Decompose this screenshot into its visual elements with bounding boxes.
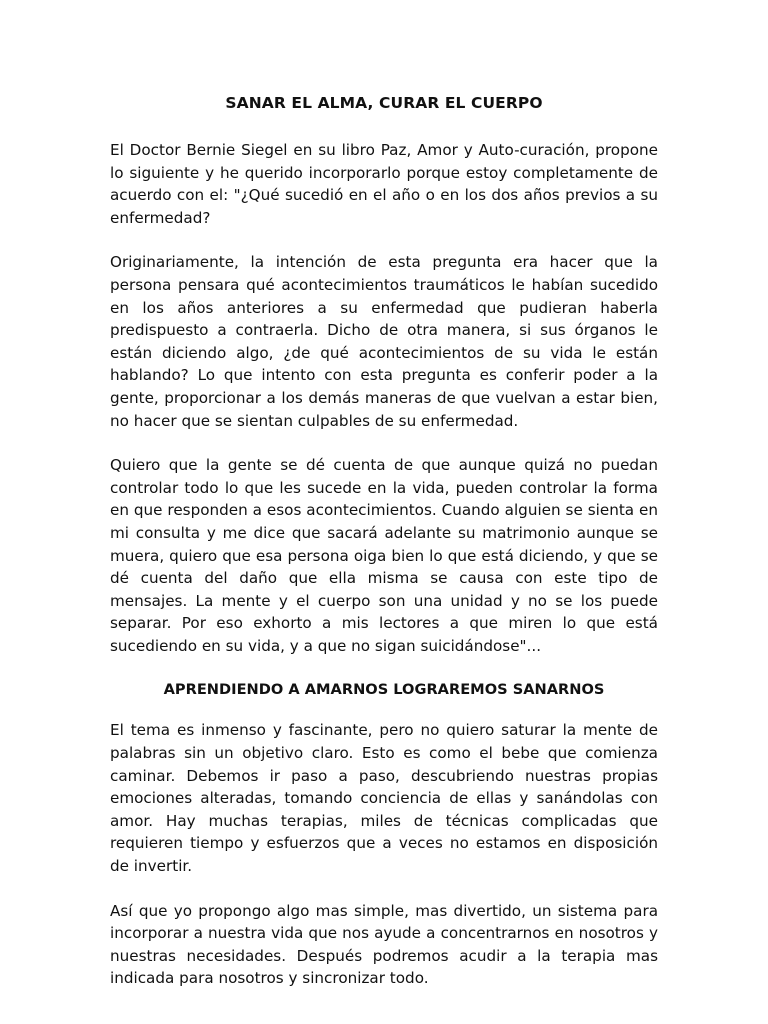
section-subtitle: APRENDIENDO A AMARNOS LOGRAREMOS SANARNOS bbox=[163, 681, 605, 699]
paragraph-step-by-step: El tema es inmenso y fascinante, pero no quiero saturar la mente de palabras sin un objetivo claro. Esto es como el bebe que comienza caminar. Debemos ir paso a paso, descubriendo nuestras propias emociones alteradas, tomando conciencia de ellas y sanándolas con amor. Hay muchas terapias, miles de técnicas complicadas que requieren tiempo y esfuerzos que a veces no estamos en disposición de invertir. bbox=[110, 721, 658, 876]
paragraph-simple-system: Así que yo propongo algo mas simple, mas divertido, un sistema para incorporar a nuestra vida que nos ayude a concentrarnos en nosotros y nuestras necesidades. Después podremos acudir a la terapia mas indicada para nosotros y sincronizar todo. bbox=[110, 901, 658, 988]
paragraph-control-response: Quiero que la gente se dé cuenta de que aunque quizá no puedan controlar todo lo que les sucede en la vida, pueden controlar la forma en que responden a esos acontecimientos. Cuando alguien se sienta en mi consulta y me dice que sacará adelante su matrimonio aunque se muera, quiero que esa persona oiga bien lo que está diciendo, y que se dé cuenta del daño que ella misma se causa con este tipo de mensajes. La mente y el cuerpo son una unidad y no se los puede separar. Por eso exhorto a mis lectores a que miren lo que está sucediendo en su vida, y a que no sigan suicidándose"... bbox=[110, 456, 658, 655]
paragraph-intro: El Doctor Bernie Siegel en su libro Paz, Amor y Auto-curación, propone lo siguiente y he querido incorporarlo porque estoy completamente de acuerdo con el: "¿Qué sucedió en el año o en los dos años previos a su enfermedad? bbox=[110, 141, 658, 227]
paragraph-question-purpose: Originariamente, la intención de esta pregunta era hacer que la persona pensara qué acontecimientos traumáticos le habían sucedido en los años anteriores a su enfermedad que pudieran haberla predispuesto a contraerla. Dicho de otra manera, si sus órganos le están diciendo algo, ¿de qué acontecimientos de su vida le están hablando? Lo que intento con esta pregunta es conferir poder a la gente, proporcionar a los demás maneras de que vuelvan a estar bien, no hacer que se sientan culpables de su enfermedad. bbox=[110, 253, 658, 430]
document-page bbox=[110, 92, 658, 1012]
document-title: SANAR EL ALMA, CURAR EL CUERPO bbox=[225, 94, 543, 112]
